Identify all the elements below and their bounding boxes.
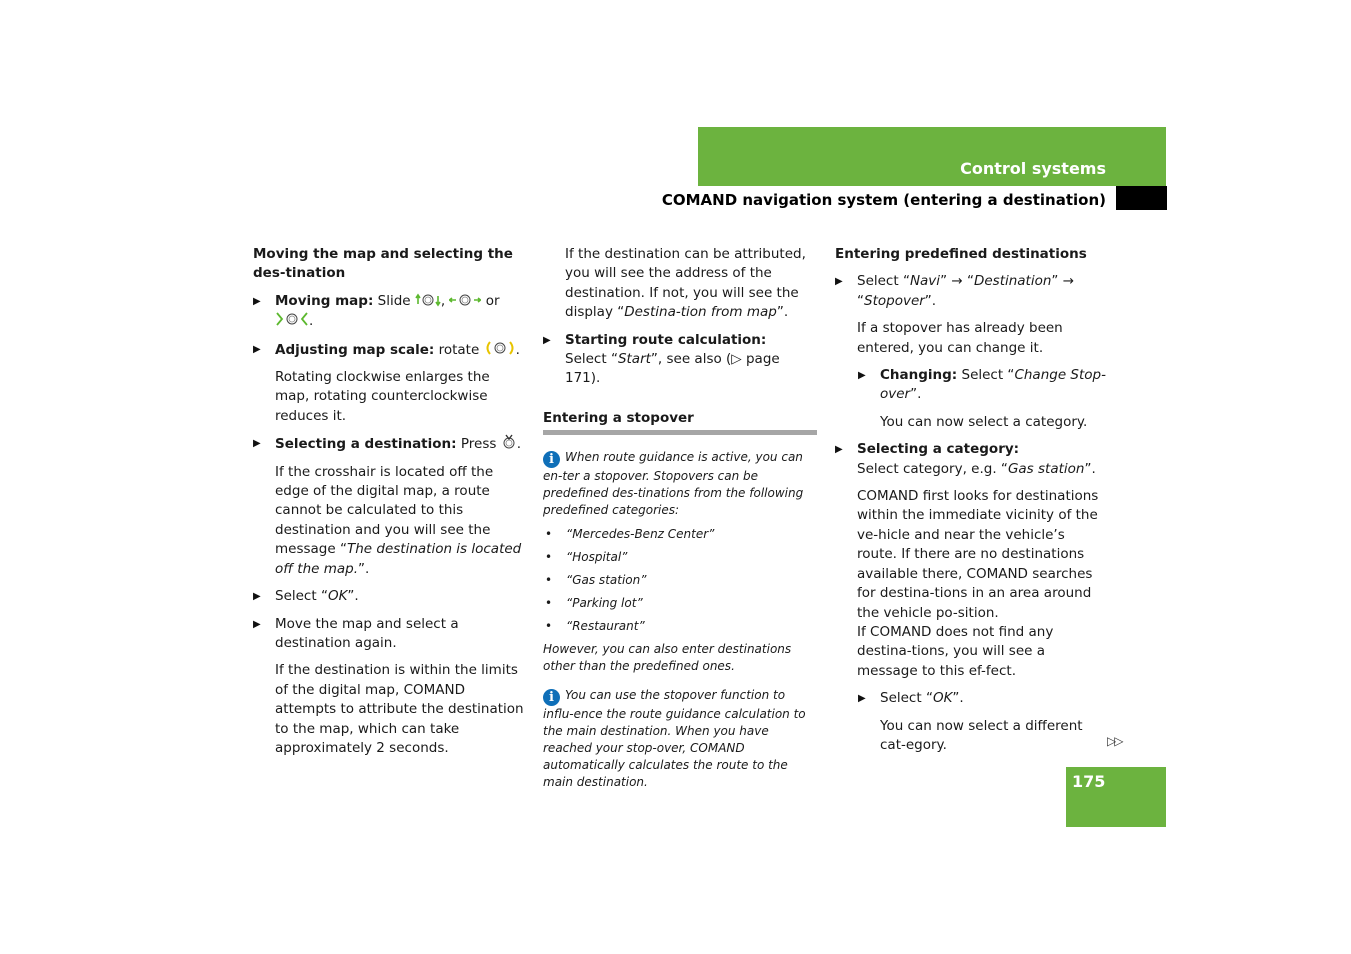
within-limits-note: If the destination is within the limits of the digital map, COMAND attempts to attribute the destination to the map, which can take approximately 2 seconds. [275,662,524,756]
already-note: If a stopover has already been entered, you can change it. [857,320,1063,356]
header-tab [1116,186,1167,210]
column-1 [253,245,525,766]
controller-press-icon [501,434,517,450]
heading-predefined: Entering predefined destinations [835,246,1087,262]
not-find-note: If COMAND does not find any destina-tions, you will see a message to this ef-fect. [857,623,1054,679]
page-subtitle: COMAND navigation system (entering a destination) [661,191,1106,209]
list-item: • “Parking lot” [543,595,817,612]
step-select-navi: ▶ Select “Navi” → “Destination” → “Stopover”. [835,272,1107,311]
step-move-again: ▶ Move the map and select a destination again. [253,615,525,654]
continue-marker: ▷▷ [1107,734,1122,748]
list-item: • “Gas station” [543,572,817,589]
info-note-1: i When route guidance is active, you can en-ter a stopover. Stopovers can be predefined des-tinations from the following predefined categories: [543,450,804,518]
page-number-box [1066,767,1166,827]
different-note: You can now select a different cat-egory. [880,717,1083,753]
controller-slide-leftright-icon [449,293,481,307]
column-3 [835,245,1107,763]
step-select-category: ▶ Selecting a category: Select category, e.g. “Gas station”. [835,440,1107,479]
heading-moving-map: Moving the map and selecting the des-tination [253,246,513,282]
list-item: • “Restaurant” [543,618,817,635]
controller-slide-updown-icon [415,293,441,307]
can-select-note: You can now select a category. [880,413,1088,430]
however-note: However, you can also enter destinations other than the predefined ones. [543,642,792,674]
step-changing: ▶ Changing: Select “Change Stop-over”. [835,366,1107,405]
step-adjust-scale: ▶ Adjusting map scale: rotate . [253,340,525,360]
section-title: Control systems [960,159,1106,178]
looks-note: COMAND first looks for destinations within the immediate vicinity of the ve-hicle and near the vehicle’s route. If there are no destinations available there, COMAND searches for destina-tions in an area around the vehicle po-sition. [857,488,1099,621]
step-moving-map: ▶ Moving map: Slide , or . [253,292,525,332]
list-item: • “Hospital” [543,549,817,566]
step-select-ok-2: ▶ Select “OK”. [835,689,1107,708]
heading-stopover: Entering a stopover [543,409,817,435]
page-number: 175 [1072,772,1106,791]
crosshair-note: If the crosshair is located off the edge of the digital map, a route cannot be calculated to this destination and you will see the message “The destination is located off the map.”. [275,463,522,577]
scale-note: Rotating clockwise enlarges the map, rotating counterclockwise reduces it. [275,369,490,424]
step-select-destination: ▶ Selecting a destination: Press . [253,434,525,454]
info-note-2: i You can use the stopover function to influ-ence the route guidance calculation to the main destination. When you have reached your stop-over, COMAND automatically calculates the route to the main destination. [543,688,806,790]
info-icon: i [543,689,560,706]
step-start-route: ▶ Starting route calculation: Select “Start”, see also (▷ page 171). [543,331,817,389]
category-list [543,526,817,635]
column-2 [543,245,817,798]
attributed-note: If the destination can be attributed, you will see the address of the destination. If not, you will see the display “Destina-tion from map”. [565,246,806,321]
controller-rotate-icon [484,340,516,356]
step-select-ok: ▶ Select “OK”. [253,587,525,606]
controller-slide-diagonal-icon [275,311,309,327]
list-item: • “Mercedes-Benz Center” [543,526,817,543]
info-icon: i [543,451,560,468]
